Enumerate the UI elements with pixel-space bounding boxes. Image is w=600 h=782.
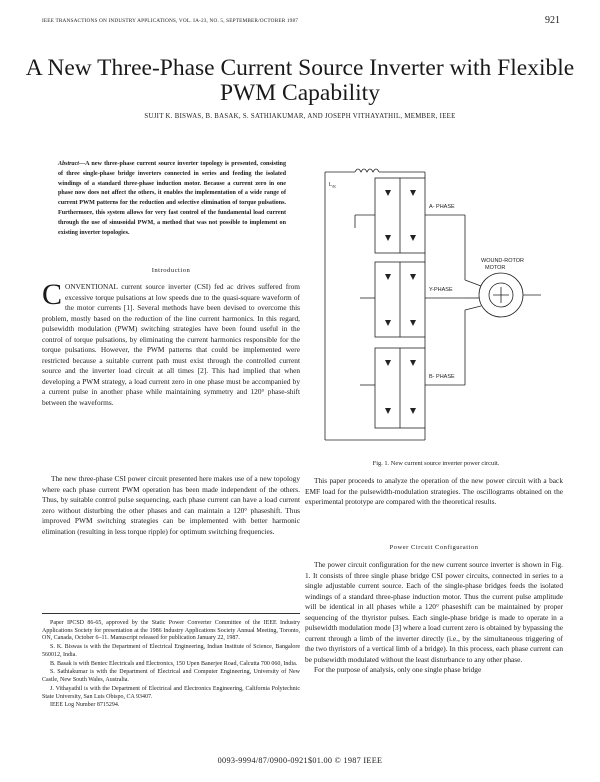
introduction-heading: Introduction: [151, 267, 191, 274]
right-text-3: For the purpose of analysis, only one single phase bridge: [314, 665, 482, 675]
introduction-text-2: The new three-phase CSI power circuit presented here makes use of a new topology where each phase current PWM operation has been made independent of the others. Thus, by suitable control pulse sequencing, each phase current can have a load current zero without disturbing the other phases and can maintain a 120° phaseshift. Thus improved PWM switching strategies can be implemented with better harmonic elimination (resulting in less torque ripple) for optimum switching frequencies.: [42, 474, 300, 536]
paper-title: A New Three-Phase Current Source Inverter with Flexible PWM Capability: [25, 55, 575, 106]
introduction-paragraph-1: [42, 278, 300, 409]
footnote-rule: [42, 613, 300, 614]
introduction-paragraph-2: [42, 474, 300, 537]
footnotes: [42, 620, 300, 711]
figure-label-a-phase: A- PHASE: [429, 204, 455, 210]
right-paragraph-1: [305, 476, 563, 508]
author-list: SUJIT K. BISWAS, B. BASAK, S. SATHIAKUMAR, AND JOSEPH VITHAYATHIL, MEMBER, IEEE: [144, 113, 456, 120]
figure-caption: Fig. 1. New current source inverter power circuit.: [372, 460, 500, 467]
footnote: S. K. Biswas is with the Department of Electrical Engineering, Indian Institute of Science, Bangalore 560012, India.: [42, 644, 300, 658]
abstract: [58, 160, 286, 238]
figure-label-ldc: $L_{dc}$: [329, 182, 337, 189]
footnote: B. Basak is with Bentec Electricals and Electronics, 150 Upen Banerjee Road, Calcutta 700 060, India.: [50, 660, 298, 667]
abstract-text: —A new three-phase current source inverter topology is presented, consisting of three single-phase bridge inverters connected in series and feeding the isolated windings of a standard three-phase induction motor. Because a current zero in one phase now does not affect the others, it enables the implementation of a wide range of current PWM patterns for the reduction and selective elimination of torque pulsations. Furthermore, this system allows for very fast control of the fundamental load current through the use of sinusoidal PWM, a method that was not possible to implement on existing inverter topologies.: [58, 161, 286, 236]
copyright-line: 0093-9994/87/0900-0921$01.00 © 1987 IEEE: [217, 756, 383, 765]
running-head: IEEE TRANSACTIONS ON INDUSTRY APPLICATIONS, VOL. IA-23, NO. 5, SEPTEMBER/OCTOBER 1987: [42, 18, 299, 24]
abstract-label: Abstract: [58, 161, 79, 167]
page-number: 921: [545, 15, 560, 26]
footnote: IEEE Log Number 8715294.: [50, 702, 120, 709]
introduction-text-1: ONVENTIONAL current source inverter (CSI) fed ac drives suffered from excessive torque pulsations at low speeds due to the quasi-square waveform of the motor currents [1]. Several methods have been devised to overcome this problem, mostly based on the reduction of the line current harmonics. In this regard, pulsewidth modulation (PWM) switching strategies have been found useful in the control of torque pulsations, by eliminating the current harmonics responsible for the torque pulsations. However, the PWM patterns that could be implemented were restricted because a suitable current path must exist through the controlled current source and the inverter load circuit at all times [2]. This had implied that when developing a PWM strategy, a load current zero in one phase must be accompanied by a current pulse in another phase while maintaining symmetry and 120° phase-shift between the waveforms.: [42, 282, 300, 408]
drop-cap: C: [42, 278, 63, 311]
footnote: J. Vithayathil is with the Department of Electrical and Electronics Engineering, California Polytechnic State University, San Luis Obispo, CA 93407.: [42, 685, 300, 700]
circuit-diagram: [305, 150, 567, 450]
figure-1: [305, 150, 567, 450]
footnote: Paper IPCSD 86-65, approved by the Static Power Converter Committee of the IEEE Industry Applications Society for presentation at the 1986 Industry Applications Society Annual Meeting, Toronto, ON, Canada, October 6–11. Manuscript released for publication January 22, 1987.: [42, 620, 300, 642]
figure-label-motor-2: MOTOR: [485, 265, 506, 271]
footnote: S. Sathiakumar is with the Department of Electrical and Computer Engineering, University of New Castle, New South Wales, Australia.: [42, 669, 300, 684]
figure-label-motor: WOUND-ROTOR: [481, 258, 524, 264]
right-text-2: The power circuit configuration for the new current source inverter is shown in Fig. 1. It consists of three single phase bridge CSI power circuits, connected in series to a single adjustable current source. Each of the single-phase bridges feeds the isolated windings of a standard three-phase induction motor. Thus the current pulse amplitude will be identical in all phases while a 120° phaseshift can be maintained by proper sequencing of the thyristor pulses. Each single-phase bridge is made to operate in a pulsewidth modulation mode [3] where a load current zero is obtained by bypassing the current through a limb of the inverter directly (i.e., by the simultaneous triggering of the two thyristors of a vertical limb of a bridge). In this process, each phase current can be pulsewidth modulated without the least disturbance to any other phase.: [305, 560, 563, 664]
figure-label-y-phase: Y-PHASE: [429, 287, 453, 293]
right-text-1: This paper proceeds to analyze the operation of the new power circuit with a back EMF load for the pulsewidth-modulation strategies. The oscillograms obtained on the experimental prototype are compared with the theoretical results.: [305, 476, 563, 507]
power-circuit-heading: Power Circuit Configuration: [389, 544, 479, 551]
right-paragraph-2: [305, 560, 563, 676]
figure-label-b-phase: B- PHASE: [429, 374, 455, 380]
